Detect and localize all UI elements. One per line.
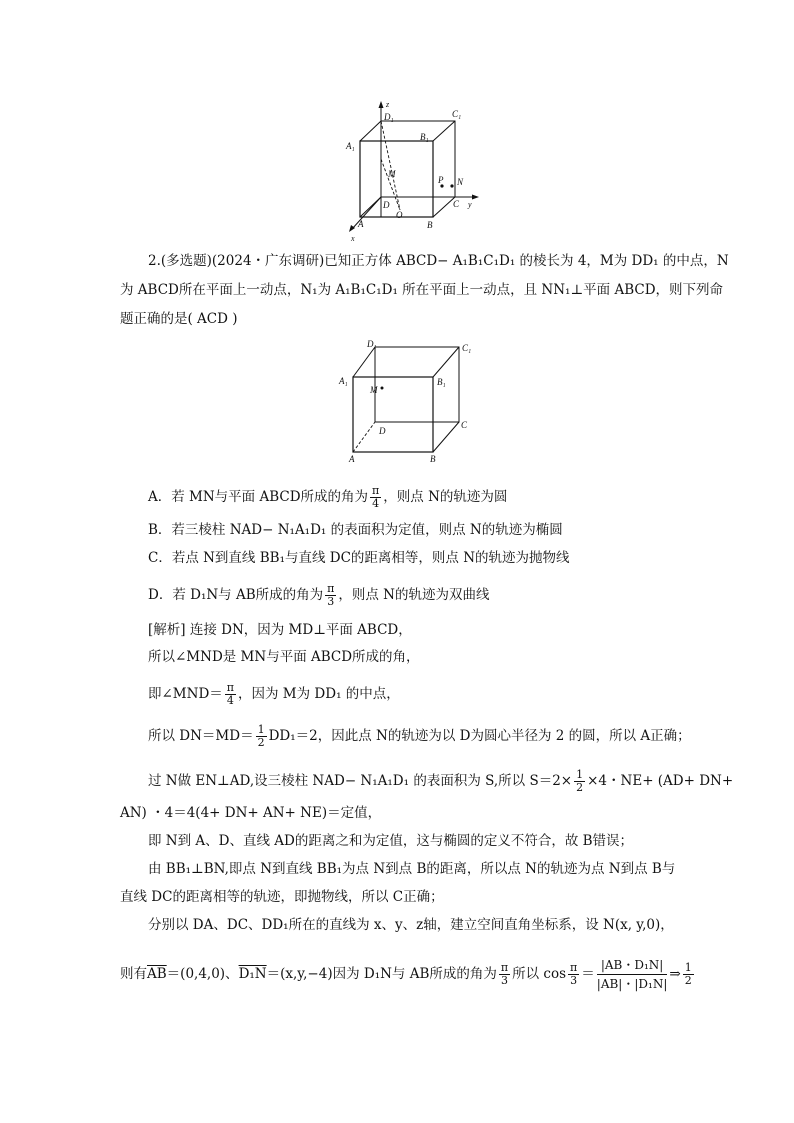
fig1-label-d: D — [383, 200, 390, 210]
fig1-label-a1: A₁ — [346, 141, 355, 151]
fig1-label-o: O — [396, 210, 403, 220]
solution-line-7: 即 N到 A、D、直线 AD的距离之和为定值，这与椭圆的定义不符合，故 B错误； — [148, 833, 634, 849]
solution-line-1: [解析] 连接 DN，因为 MD⊥平面 ABCD， — [148, 622, 412, 638]
frac1-den: 3 — [501, 974, 508, 987]
question-line-3: 题正确的是( ACD ) — [120, 311, 238, 327]
option-a-pre: A．若 MN与平面 ABCD所成的角为 — [148, 489, 369, 505]
fig1-label-n: N — [457, 177, 464, 187]
vector-d1n: D₁N — [238, 966, 267, 982]
solution-line-3-fraction — [225, 682, 236, 707]
fig2-label-c1: C₁ — [462, 343, 472, 353]
solution-line-11-frac2 — [568, 962, 579, 987]
solution-line-3-num: π — [226, 681, 235, 694]
frac1-num: π — [500, 961, 509, 974]
frac2-num: π — [570, 961, 578, 974]
option-a — [148, 485, 507, 510]
solution-line-5-fraction — [574, 769, 585, 794]
option-d-frac-num: π — [327, 582, 335, 595]
solution-line-3-post: ，因为 M为 DD₁ 的中点， — [238, 686, 400, 702]
solution-line-5-num: 1 — [576, 768, 584, 781]
fig1-label-z: z — [386, 100, 390, 109]
fig1-label-p: P — [438, 175, 444, 185]
solution-line-4-pre: 所以 DN＝MD＝ — [148, 728, 254, 744]
question-line-1: 2.(多选题)(2024・广东调研)已知正方体 ABCD− A₁B₁C₁D₁ 的棱长为 4，M为 DD₁ 的中点，N — [148, 253, 729, 269]
solution-line-11-mid2: ＝(x,y,−4)因为 D₁N与 AB所成的角为 — [266, 966, 497, 982]
fig1-label-b: B — [427, 220, 433, 230]
question-line-2: 为 ABCD所在平面上一动点，N₁为 A₁B₁C₁D₁ 所在平面上一动点，且 NN₁⊥平面 ABCD，则下列命 — [120, 282, 724, 298]
solution-line-3-den: 4 — [226, 694, 234, 707]
frac3-den: 2 — [684, 974, 692, 987]
solution-line-11-eq: ＝ — [581, 966, 595, 982]
solution-line-5 — [148, 769, 733, 794]
option-a-frac-den: 4 — [372, 497, 380, 510]
cosine-fraction-num: |AB・D₁N| — [597, 956, 668, 975]
solution-line-4-den: 2 — [257, 736, 265, 749]
option-d-pre: D．若 D₁N与 AB所成的角为 — [148, 587, 324, 603]
fig1-label-x: x — [351, 234, 355, 243]
frac2-den: 3 — [570, 974, 578, 987]
option-a-post: ，则点 N的轨迹为圆 — [383, 489, 508, 505]
option-d-frac-den: 3 — [327, 595, 335, 608]
solution-line-5-post: ×4・NE+ (AD+ DN+ — [587, 773, 734, 789]
fig2-label-a1: A₁ — [339, 376, 348, 386]
fig2-label-a: A — [349, 454, 355, 464]
fig2-label-b: B — [430, 454, 436, 464]
solution-line-11-pre: 则有 — [120, 966, 147, 982]
solution-line-6: AN) ・4＝4(4+ DN+ AN+ NE)＝定值， — [120, 805, 382, 821]
solution-line-4-fraction — [256, 724, 267, 749]
option-a-frac-num: π — [372, 484, 380, 497]
option-c: C．若点 N到直线 BB₁与直线 DC的距离相等，则点 N的轨迹为抛物线 — [148, 550, 570, 566]
vector-ab: $\overline{AB}$ — [147, 966, 167, 982]
solution-line-5-den: 2 — [576, 781, 584, 794]
solution-line-4-num: 1 — [257, 723, 265, 736]
solution-line-8: 由 BB₁⊥BN,即点 N到直线 BB₁为点 N到点 B的距离，所以点 N的轨迹为点 N到点 B与 — [148, 861, 676, 877]
solution-line-3 — [148, 682, 400, 707]
solution-line-5-pre: 过 N做 EN⊥AD,设三棱柱 NAD− N₁A₁D₁ 的表面积为 S,所以 S＝2× — [148, 773, 573, 789]
solution-line-3-pre: 即∠MND＝ — [148, 686, 223, 702]
solution-line-4-post: DD₁＝2，因此点 N的轨迹为以 D为圆心半径为 2 的圆，所以 A正确； — [268, 728, 691, 744]
fig2-label-d: D — [379, 426, 386, 436]
fig2-label-b1: B₁ — [437, 377, 446, 387]
fig1-label-a: A — [358, 219, 364, 229]
implies-arrow: ⇒ — [669, 966, 681, 982]
figure-cube-axes — [330, 95, 490, 245]
frac3-num: 1 — [684, 961, 692, 974]
fig1-label-c1: C₁ — [452, 109, 462, 119]
cosine-fraction — [597, 956, 668, 993]
option-a-fraction — [370, 485, 381, 510]
solution-line-11 — [120, 956, 696, 993]
fig1-label-m: M — [388, 169, 396, 179]
solution-line-11-mid3: 所以 cos — [512, 966, 567, 982]
option-d-fraction — [325, 583, 336, 608]
solution-line-11-frac1 — [499, 962, 510, 987]
solution-line-4 — [148, 724, 691, 749]
solution-line-11-mid1: ＝(0,4,0)、 — [166, 966, 239, 982]
cosine-fraction-den: |AB|・|D₁N| — [596, 977, 668, 991]
figure-cube — [335, 335, 485, 465]
option-b: B．若三棱柱 NAD− N₁A₁D₁ 的表面积为定值，则点 N的轨迹为椭圆 — [148, 522, 563, 538]
fig1-label-d1: D₁ — [384, 112, 394, 122]
solution-line-2: 所以∠MND是 MN与平面 ABCD所成的角， — [148, 649, 420, 665]
fig2-label-d1: D₁ — [367, 339, 377, 349]
fig1-label-b1: B₁ — [420, 132, 429, 142]
option-d-post: ，则点 N的轨迹为双曲线 — [338, 587, 490, 603]
solution-line-10: 分别以 DA、DC、DD₁所在的直线为 x、y、z轴，建立空间直角坐标系，设 N(x, y,0)， — [148, 917, 674, 933]
solution-line-11-frac3 — [683, 962, 694, 987]
fig2-label-m: M — [370, 385, 378, 395]
option-d — [148, 583, 489, 608]
fig2-label-c: C — [461, 420, 468, 430]
solution-line-9: 直线 DC的距离相等的轨迹，即抛物线，所以 C正确； — [120, 889, 444, 905]
fig1-label-c: C — [453, 199, 460, 209]
fig1-label-y: y — [468, 200, 472, 209]
